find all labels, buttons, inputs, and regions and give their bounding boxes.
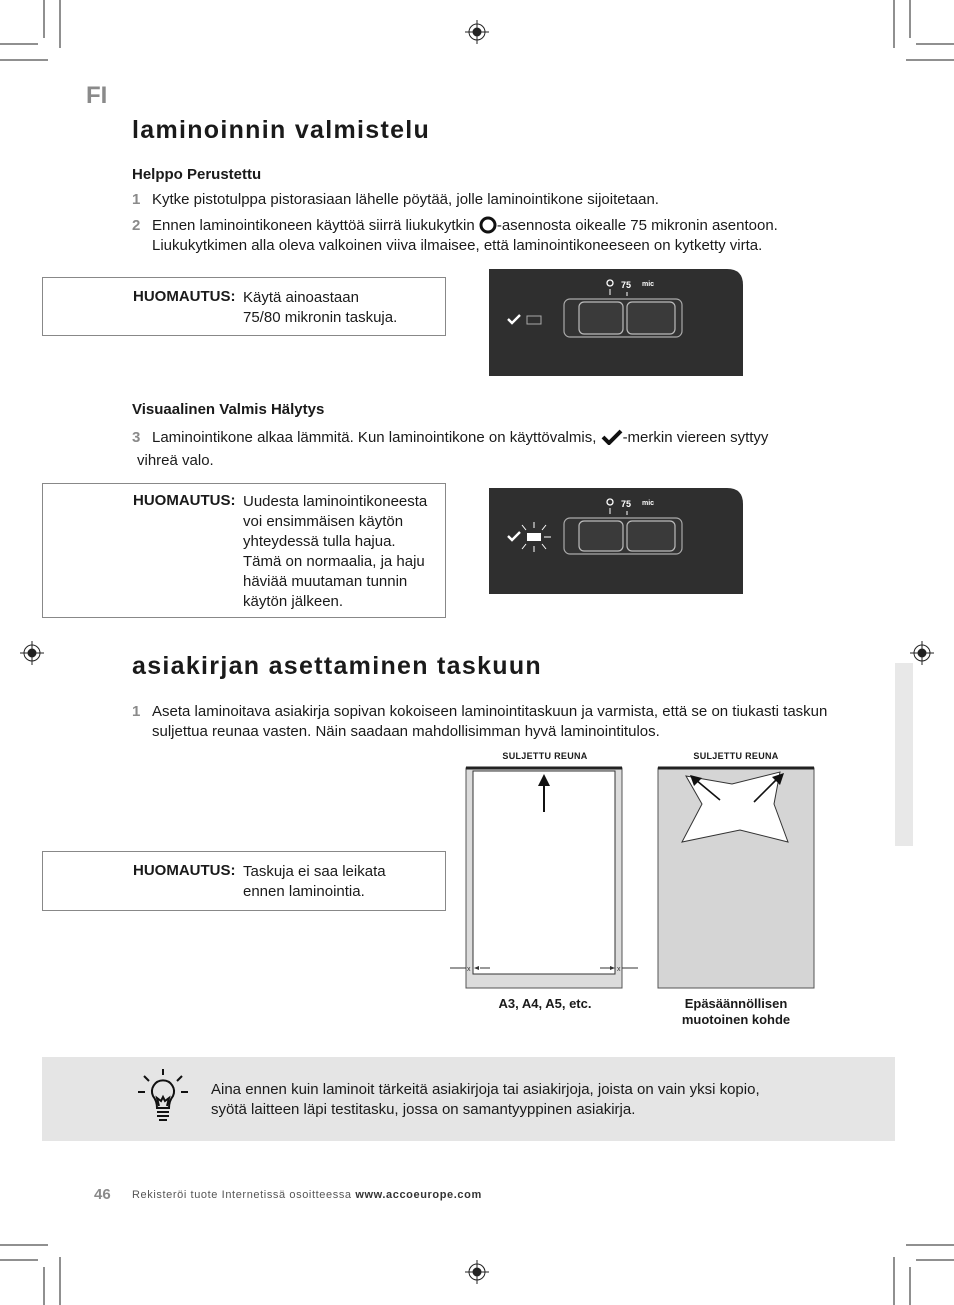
svg-text:mic: mic [642,500,655,507]
footer-text: Rekisteröi tuote Internetissä osoitteessa www.accoeurope.com [132,1189,482,1201]
tip-text: Aina ennen kuin laminoit tärkeitä asiakirjoja tai asiakirjoja, joista on vain yksi kopio, syötä laitteen läpi testitasku, jossa on samantyyppinen asiakirja. [211,1081,760,1118]
note-box-2: HUOMAUTUS: Uudesta laminointikoneesta voi ensimmäisen käytön yhteydessä tulla hajua. Tämä on normaalia, ja haju häviää muutaman tunnin käytön jälkeen. [42,483,446,618]
note-box-1: HUOMAUTUS: Käytä ainoastaan 75/80 mikronin taskuja. [42,277,446,336]
registration-mark-top [465,20,489,44]
note-box-3: HUOMAUTUS: Taskuja ei saa leikata ennen laminointia. [42,851,446,911]
registration-mark-left [20,641,44,665]
section-title-insert-document: asiakirjan asettaminen taskuun [132,652,542,680]
step-3: 3 Laminointikone alkaa lämmitä. Kun laminointikone on käyttövalmis, -merkin viereen syttyy [132,429,769,446]
language-tag: FI [86,82,108,109]
subheading-easy-setup: Helppo Perustettu [132,166,262,183]
svg-text:mic: mic [642,281,655,288]
lightbulb-icon [138,1066,188,1132]
power-off-icon [479,216,497,234]
registration-mark-right [910,641,934,665]
step-1: 1 Kytke pistotulppa pistorasiaan lähelle pöytää, jolle laminointikone sijoitetaan. [132,191,659,208]
note-label: HUOMAUTUS: [133,862,236,879]
sealed-edge-label-right: SULJETTU REUNA [693,751,779,761]
checkmark-icon [601,429,623,445]
svg-text:75: 75 [621,280,632,290]
step-3-continued: vihreä valo. [137,452,214,469]
side-tab-bar [895,663,913,846]
svg-text:x: x [467,966,471,973]
pouch-diagram-standard [450,764,640,992]
svg-text:75: 75 [621,499,632,509]
svg-text:x: x [617,966,621,973]
page-number: 46 [94,1186,111,1203]
note-label: HUOMAUTUS: [133,288,236,305]
subheading-visual-ready: Visuaalinen Valmis Hälytys [132,401,325,418]
control-panel-illustration-off [489,269,743,377]
section-title-preparation: laminoinnin valmistelu [132,116,431,144]
footer-url[interactable]: www.accoeurope.com [355,1189,482,1201]
caption-standard-sizes: A3, A4, A5, etc. [498,996,592,1011]
note-label: HUOMAUTUS: [133,492,236,509]
registration-mark-bottom [465,1260,489,1284]
sealed-edge-label-left: SULJETTU REUNA [502,751,588,761]
caption-irregular-object: Epäsäännöllisen muotoinen kohde [681,996,791,1027]
pouch-diagram-irregular [656,764,818,992]
step-2: 2 Ennen laminointikoneen käyttöä siirrä liukukytkin -asennosta oikealle 75 mikronin asentoon. Liukukytkimen alla oleva valkoinen viiva ilmaisee, että laminointikoneeseen on kytketty virta. [132,217,778,254]
step-insert-1: 1 Aseta laminoitava asiakirja sopivan kokoiseen laminointitaskuun ja varmista, että se on tiukasti taskun suljettua reunaa vasten. Näin saadaan mahdollisimman hyvä laminointitulos. [132,703,828,740]
control-panel-illustration-ready [489,488,743,595]
